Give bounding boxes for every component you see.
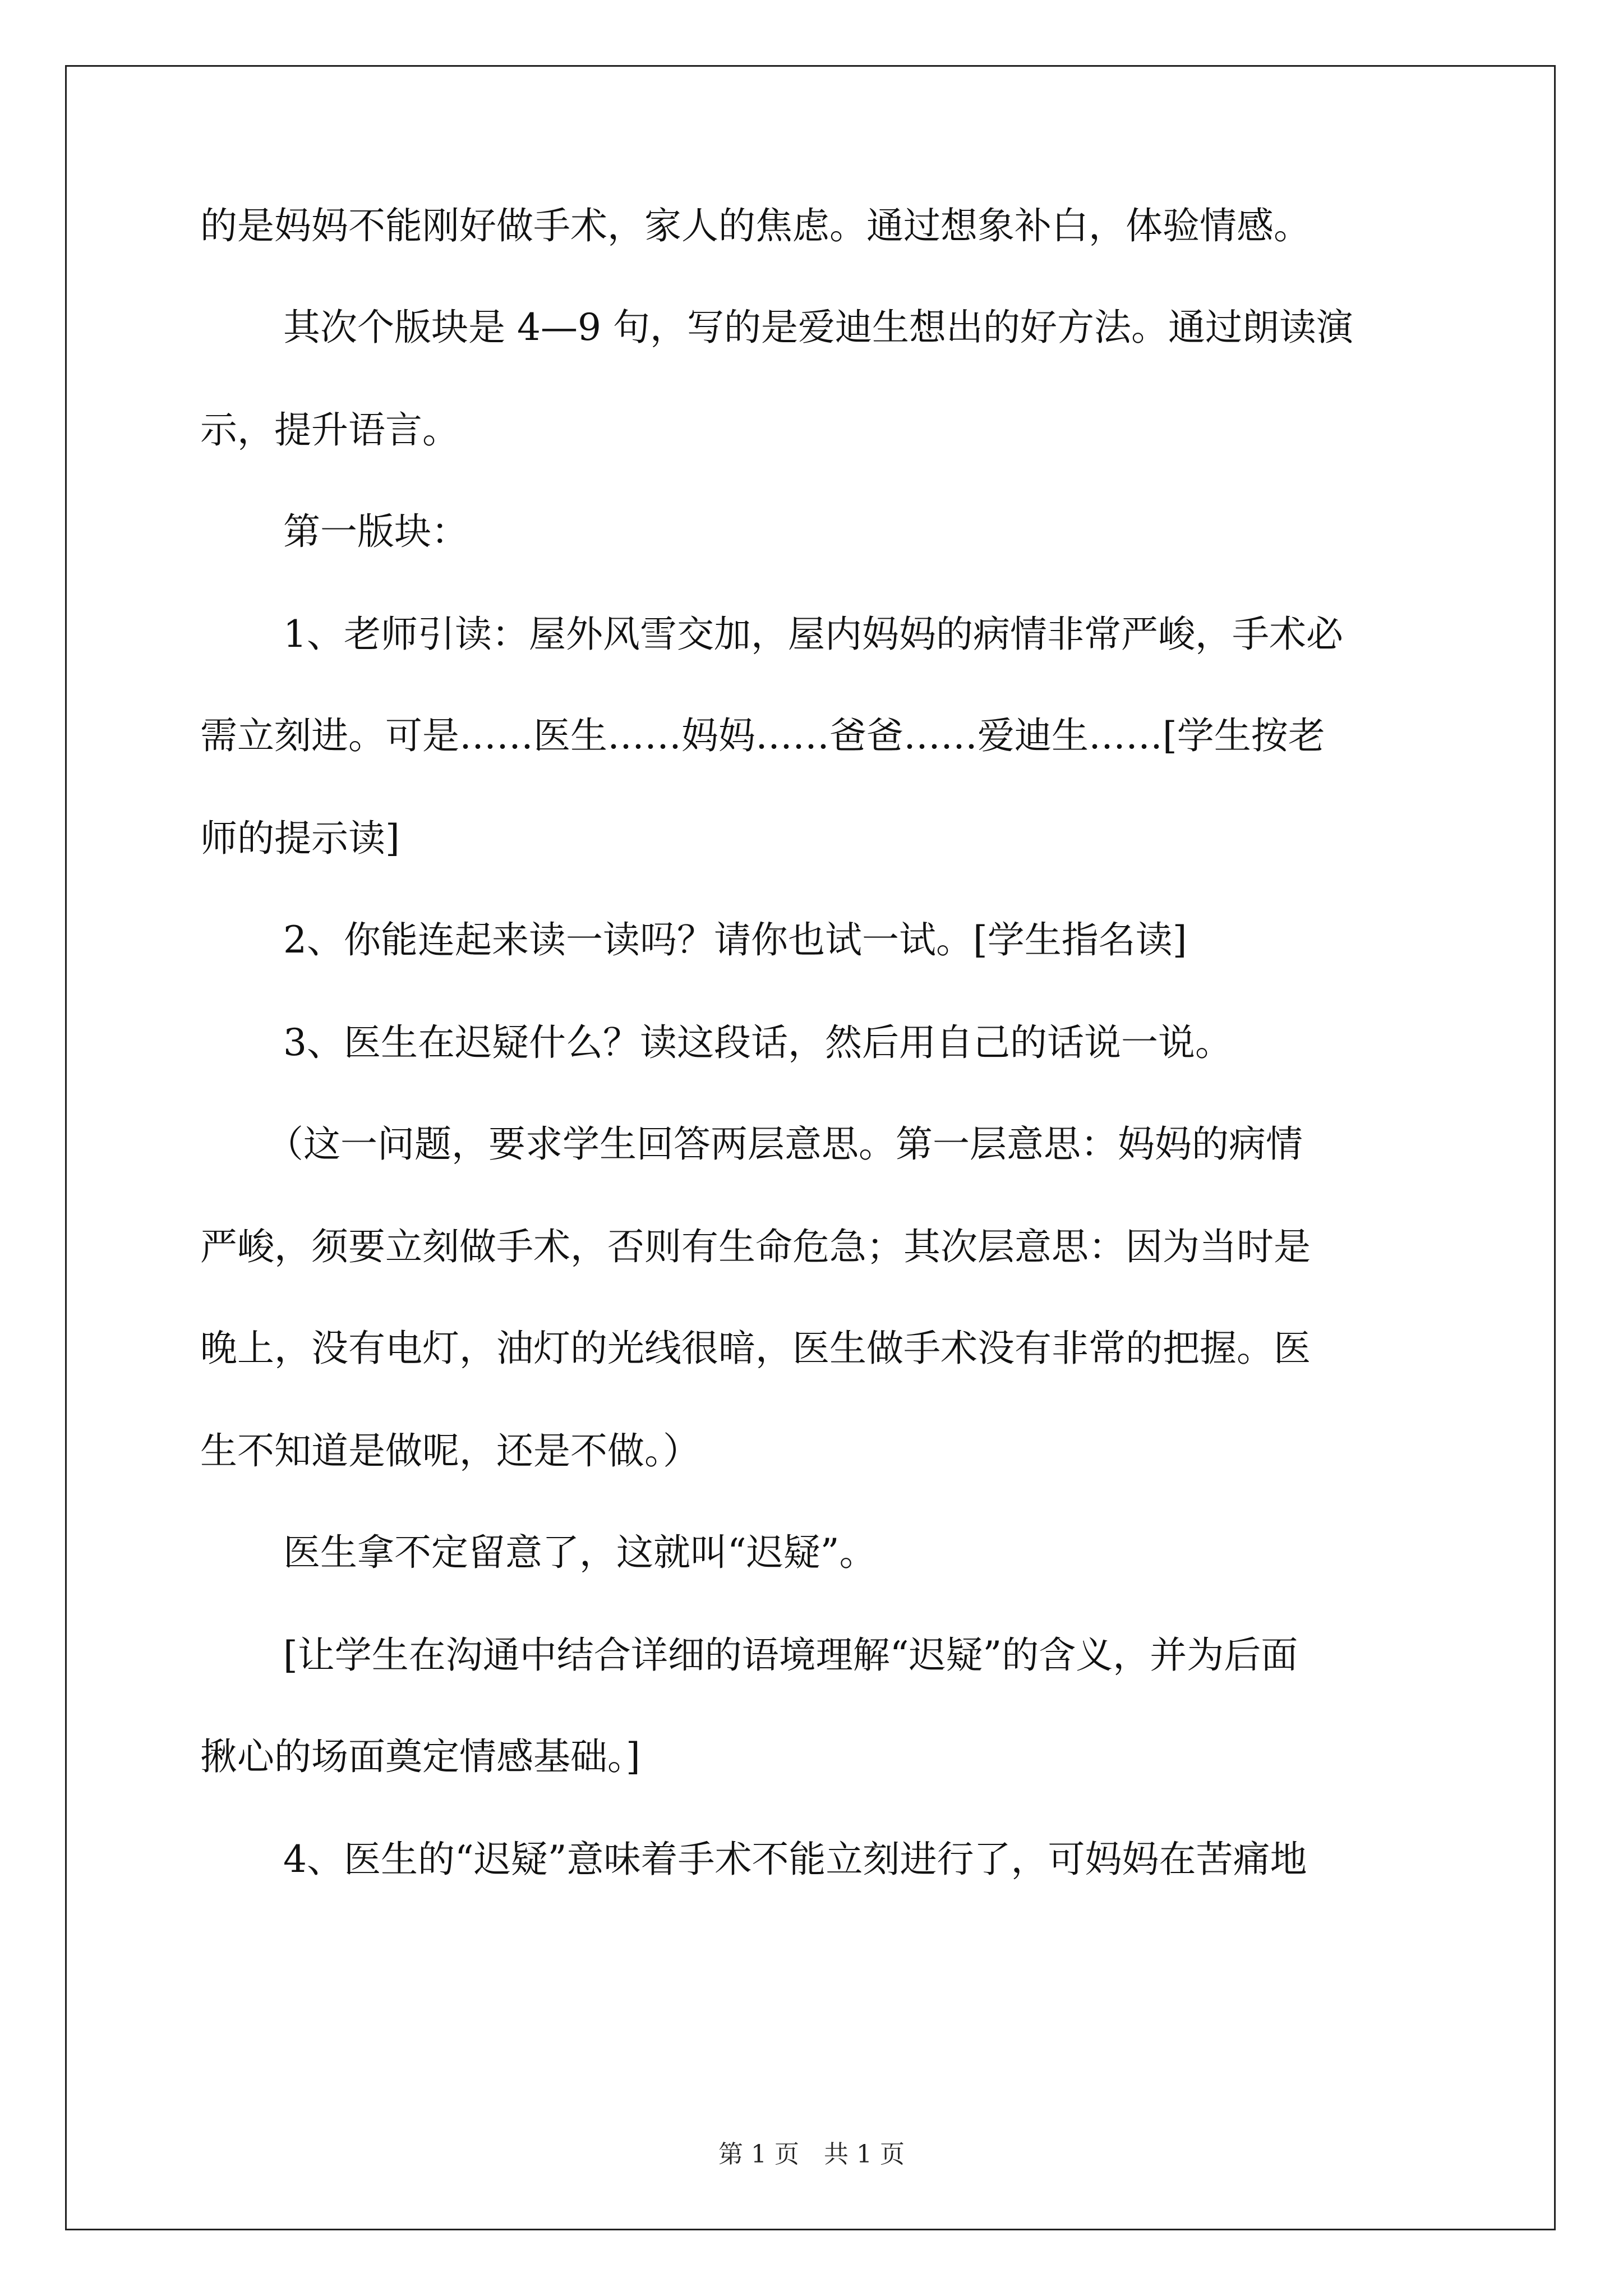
- text-line: 师的提示读]: [200, 817, 400, 860]
- text-line: 1、老师引读：屋外风雪交加，屋内妈妈的病情非常严峻，手术必: [283, 613, 1343, 656]
- text-line: （这一问题，要求学生回答两层意思。第一层意思：妈妈的病情: [266, 1122, 1303, 1166]
- text-line: 严峻，须要立刻做手术，否则有生命危急；其次层意思：因为当时是: [200, 1225, 1311, 1268]
- text-line: 4、医生的“迟疑”意味着手术不能立刻进行了，可妈妈在苦痛地: [283, 1838, 1307, 1881]
- text-line: 3、医生在迟疑什么？读这段话，然后用自己的话说一说。: [283, 1021, 1232, 1064]
- page-number-footer: 第 1 页 共 1 页: [718, 2140, 905, 2169]
- text-line: [让学生在沟通中结合详细的语境理解“迟疑”的含义，并为后面: [283, 1634, 1298, 1677]
- text-line: 的是妈妈不能刚好做手术，家人的焦虑。通过想象补白，体验情感。: [200, 204, 1311, 247]
- text-line: 示，提升语言。: [200, 408, 459, 452]
- text-line: 生不知道是做呢，还是不做。）: [200, 1429, 700, 1473]
- text-line: 2、你能连起来读一读吗？请你也试一试。[学生指名读]: [283, 918, 1187, 961]
- text-line: 揪心的场面奠定情感基础。]: [200, 1735, 640, 1778]
- text-line: 医生拿不定留意了，这就叫“迟疑”。: [283, 1531, 877, 1574]
- text-line: 需立刻进。可是……医生……妈妈……爸爸……爱迪生……[学生按老: [200, 714, 1325, 757]
- text-line: 晚上，没有电灯，油灯的光线很暗，医生做手术没有非常的把握。医: [200, 1327, 1311, 1370]
- text-line: 其次个版块是 4—9 句，写的是爱迪生想出的好方法。通过朗读演: [283, 306, 1353, 349]
- section-heading: 第一版块：: [283, 510, 468, 553]
